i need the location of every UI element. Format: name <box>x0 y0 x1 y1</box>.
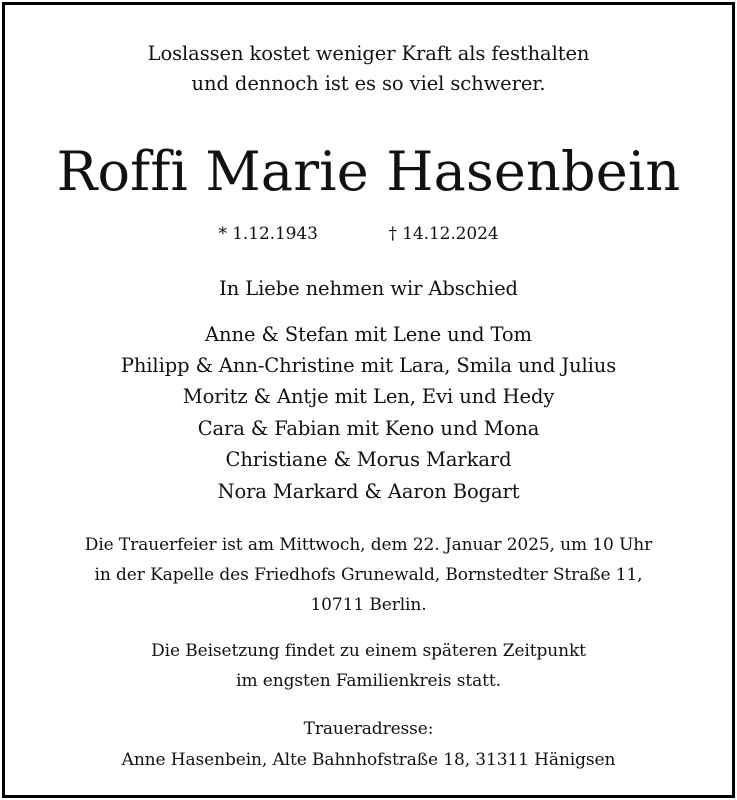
farewell-line: In Liebe nehmen wir Abschied <box>219 277 518 300</box>
funeral-info-line-1: Die Trauerfeier ist am Mittwoch, dem 22. Januar 2025, um 10 Uhr <box>84 535 653 555</box>
burial-info-line-2: im engsten Familienkreis statt. <box>236 671 501 691</box>
mourner-line: Christiane & Morus Markard <box>225 448 512 471</box>
mourner-line: Moritz & Antje mit Len, Evi und Hedy <box>182 385 555 408</box>
life-dates <box>5 219 732 249</box>
mourner-line: Cara & Fabian mit Keno und Mona <box>197 417 540 440</box>
motto-line-1: Loslassen kostet weniger Kraft als festhalten <box>147 42 590 65</box>
mourner-line: Philipp & Ann-Christine mit Lara, Smila und Julius <box>120 354 617 377</box>
motto-line-2: und dennoch ist es so viel schwerer. <box>191 72 546 95</box>
birth-date: * 1.12.1943 <box>218 224 318 244</box>
obituary-notice <box>5 5 732 795</box>
notice-frame <box>2 2 735 798</box>
mourner-line: Anne & Stefan mit Lene und Tom <box>205 323 532 346</box>
death-date: † 14.12.2024 <box>388 224 499 244</box>
address-line: Anne Hasenbein, Alte Bahnhofstraße 18, 31311 Hänigsen <box>121 750 616 770</box>
deceased-name: Roffi Marie Hasenbein <box>56 140 681 203</box>
mourner-line: Nora Markard & Aaron Bogart <box>217 480 520 503</box>
address-label: Traueradresse: <box>303 719 434 739</box>
burial-info-line-1: Die Beisetzung findet zu einem späteren Zeitpunkt <box>151 641 586 661</box>
funeral-info-line-2: in der Kapelle des Friedhofs Grunewald, Bornstedter Straße 11, <box>94 565 643 585</box>
funeral-info-line-3: 10711 Berlin. <box>310 595 427 615</box>
